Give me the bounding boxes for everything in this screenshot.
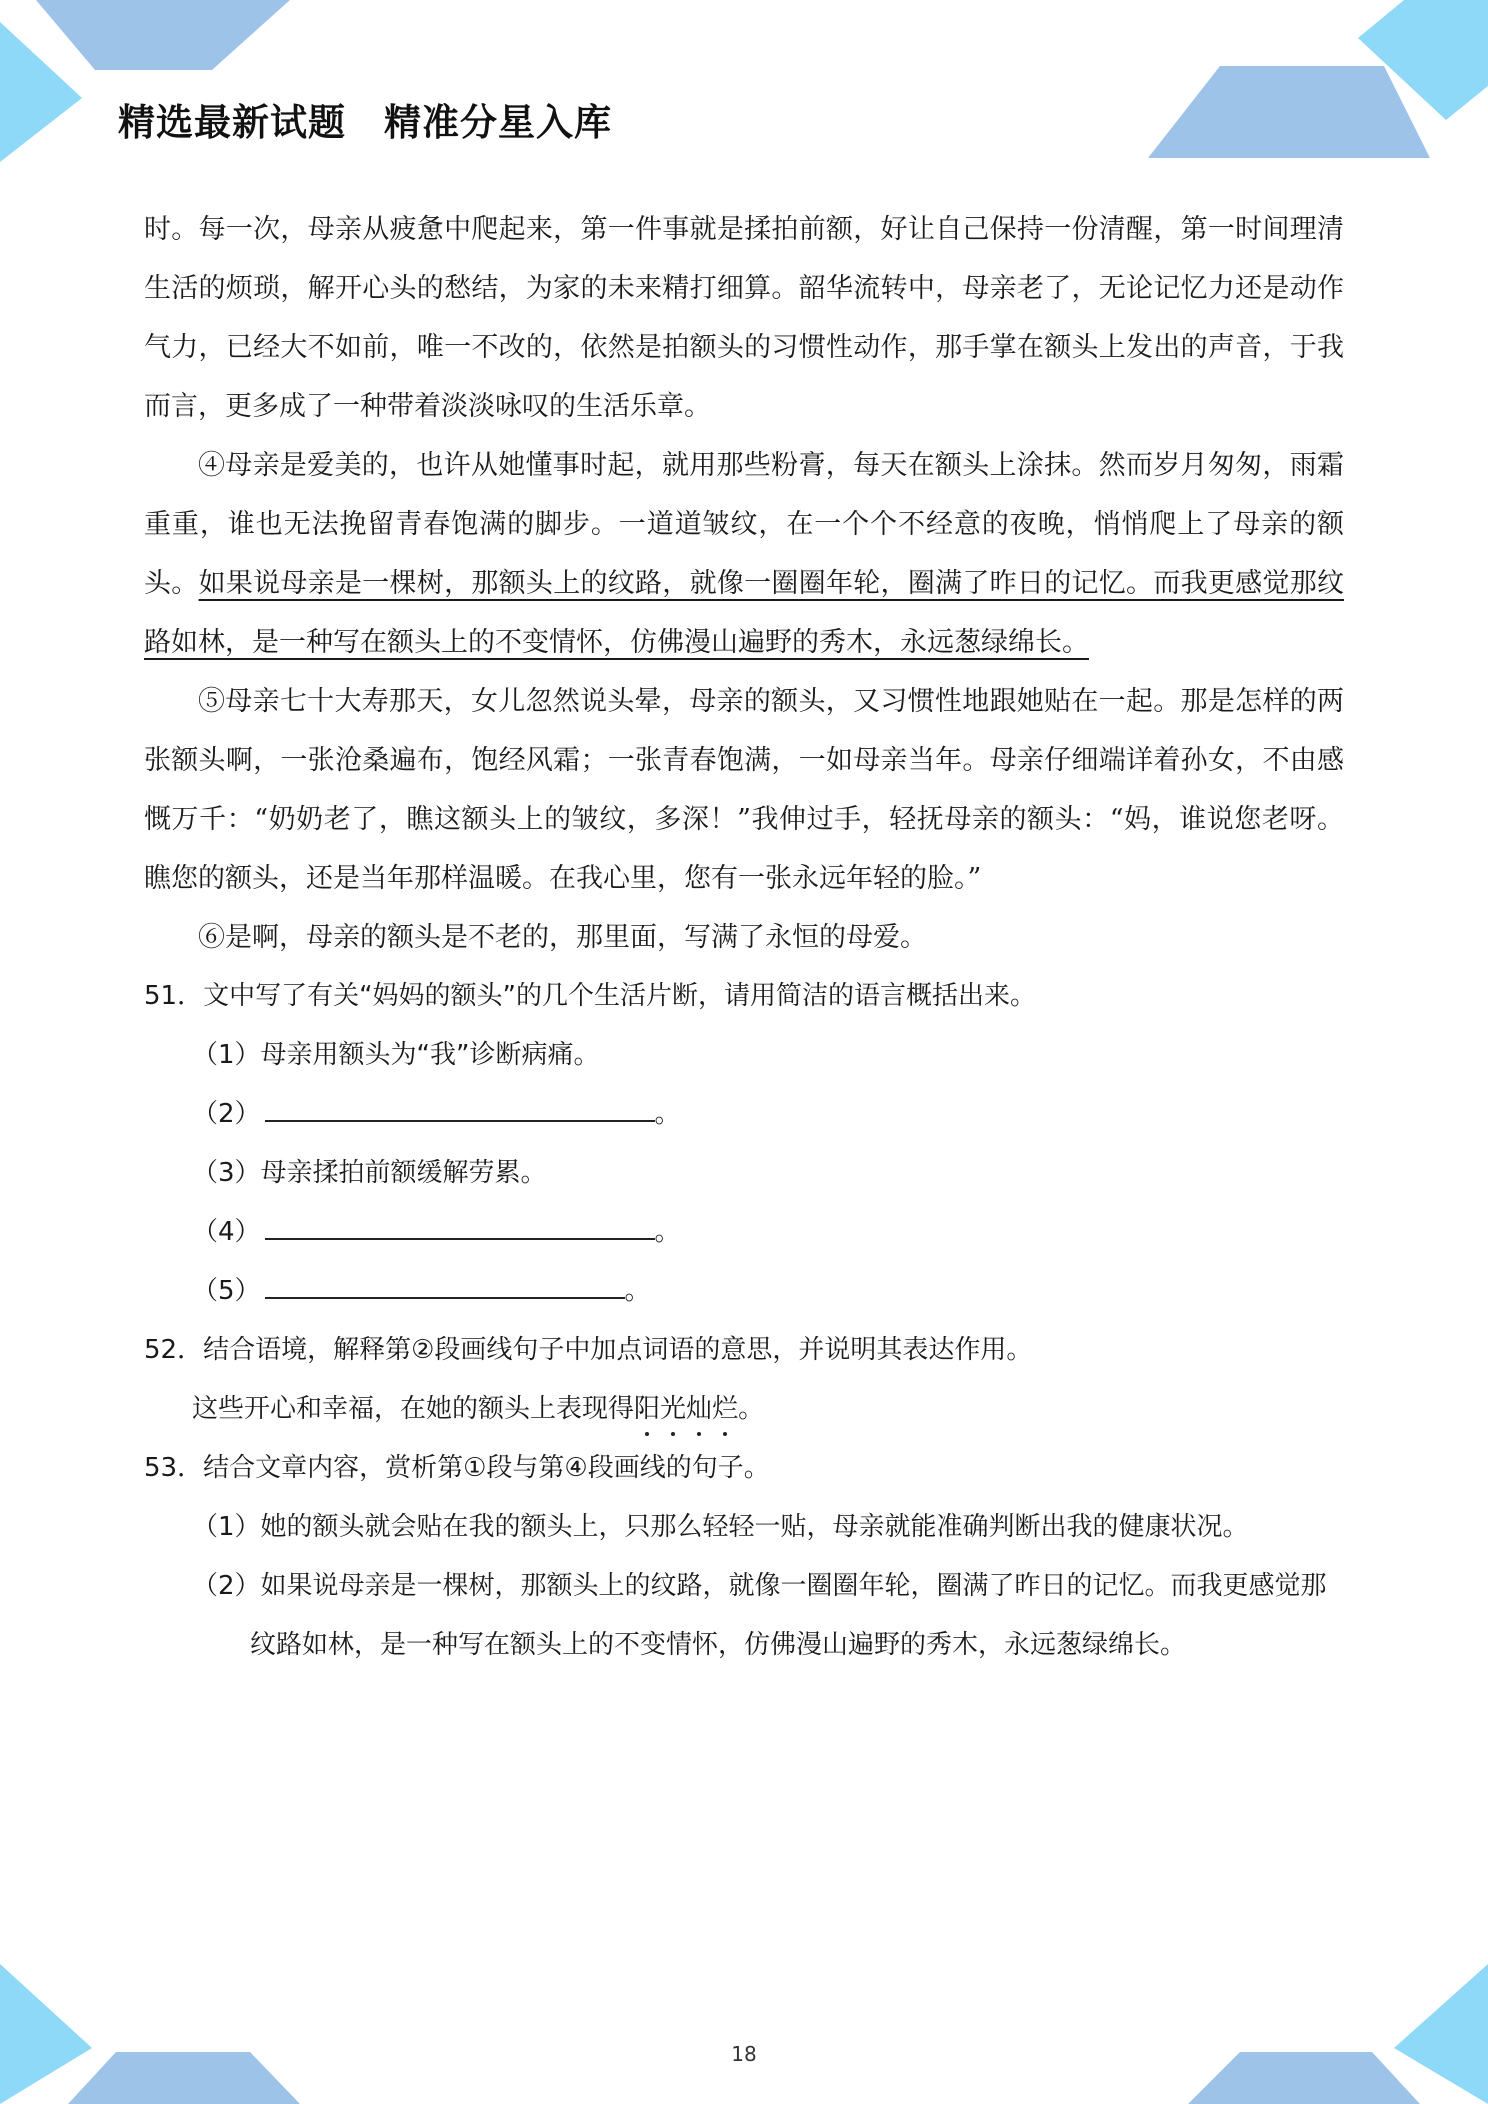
q51-item-4-period: 。	[654, 1217, 681, 1247]
q51-item-3-label: （3）	[192, 1158, 261, 1188]
q51-item-1	[144, 1026, 1344, 1085]
q53-item-2-text: 如果说母亲是一棵树，那额头上的纹路，就像一圈圈年轮，圈满了昨日的记忆。而我更感觉那纹路如林，是一种写在额头上的不变情怀，仿佛漫山遍野的秀木，永远葱绿绵长。	[250, 1571, 1327, 1660]
q53-item-2	[144, 1557, 1344, 1675]
paragraph-4-text: ④母亲是爱美的，也许从她懂事时起，就用那些粉膏，每天在额头上涂抹。然而岁月匆匆，雨霜重重，谁也无法挽留青春饱满的脚步。一道道皱纹，在一个个不经意的夜晚，悄悄爬上了母亲的额头。	[144, 450, 1344, 599]
page-number: 18	[731, 2042, 757, 2066]
q52-dotted-char: 烂	[712, 1394, 739, 1424]
question-53-stem: 53．结合文章内容，赏析第①段与第④段画线的句子。	[144, 1453, 770, 1483]
bottom-left-decoration	[0, 1924, 320, 2104]
q52-sentence	[144, 1380, 1344, 1439]
passage-paragraph-4	[144, 436, 1344, 672]
q51-item-3	[144, 1144, 1344, 1203]
passage-paragraph-3-continued: 时。每一次，母亲从疲惫中爬起来，第一件事就是揉拍前额，好让自己保持一份清醒，第一时间理清生活的烦琐，解开心头的愁结，为家的未来精打细算。韶华流转中，母亲老了，无论记忆力还是动作气力，已经大不如前，唯一不改的，依然是拍额头的习惯性动作，那手掌在额头上发出的声音，于我而言，更多成了一种带着淡淡咏叹的生活乐章。	[144, 214, 1344, 422]
q52-dotted-char: 阳	[634, 1394, 661, 1424]
q51-item-4-label: （4）	[192, 1217, 261, 1247]
q53-item-2-label: （2）	[192, 1571, 261, 1601]
q51-item-3-text: 母亲揉拍前额缓解劳累。	[260, 1158, 547, 1188]
passage-paragraph-5: ⑤母亲七十大寿那天，女儿忽然说头晕，母亲的额头，又习惯性地跟她贴在一起。那是怎样的两张额头啊，一张沧桑遍布，饱经风霜；一张青春饱满，一如母亲当年。母亲仔细端详着孙女，不由感慨万千：“奶奶老了，瞧这额头上的皱纹，多深！”我伸过手，轻抚母亲的额头：“妈，谁说您老呀。瞧您的额头，还是当年那样温暖。在我心里，您有一张永远年轻的脸。”	[144, 686, 1344, 894]
q51-item-4	[144, 1203, 1344, 1262]
q51-item-1-label: （1）	[192, 1040, 261, 1070]
q51-item-1-text: 母亲用额头为“我”诊断病痛。	[260, 1040, 600, 1070]
document-body	[144, 200, 1344, 1675]
q51-answer-blank-2[interactable]	[265, 1094, 655, 1122]
q52-dotted-char: 灿	[686, 1394, 713, 1424]
passage-paragraph-6: ⑥是啊，母亲的额头是不老的，那里面，写满了永恒的母爱。	[198, 922, 927, 953]
q51-answer-blank-4[interactable]	[265, 1212, 655, 1240]
q53-item-1-label: （1）	[192, 1512, 261, 1542]
q51-item-2-period: 。	[654, 1099, 681, 1129]
top-right-decoration	[1148, 0, 1488, 170]
q52-sentence-before: 这些开心和幸福，在她的额头上表现得	[192, 1394, 635, 1424]
q53-item-1	[144, 1498, 1344, 1557]
q51-item-5	[144, 1262, 1344, 1321]
bottom-right-decoration	[1168, 1924, 1488, 2104]
q51-item-2-label: （2）	[192, 1099, 261, 1129]
q51-answer-blank-5[interactable]	[265, 1271, 625, 1299]
q52-dotted-char: 光	[660, 1394, 687, 1424]
header-title: 精选最新试题 精准分星入库	[118, 101, 612, 144]
q53-item-1-text: 她的额头就会贴在我的额头上，只那么轻轻一贴，母亲就能准确判断出我的健康状况。	[260, 1512, 1249, 1542]
q51-item-5-label: （5）	[192, 1276, 261, 1306]
q51-item-2	[144, 1085, 1344, 1144]
question-51-stem: 51．文中写了有关“妈妈的额头”的几个生活片断，请用简洁的语言概括出来。	[144, 981, 1037, 1011]
q51-item-5-period: 。	[624, 1276, 651, 1306]
q52-sentence-after: 。	[738, 1394, 765, 1424]
paragraph-4-underlined-sentence: 如果说母亲是一棵树，那额头上的纹路，就像一圈圈年轮，圈满了昨日的记忆。而我更感觉那纹路如林，是一种写在额头上的不变情怀，仿佛漫山遍野的秀木，永远葱绿绵长。	[144, 568, 1345, 658]
question-52-stem: 52．结合语境，解释第②段画线句子中加点词语的意思，并说明其表达作用。	[144, 1335, 1033, 1365]
